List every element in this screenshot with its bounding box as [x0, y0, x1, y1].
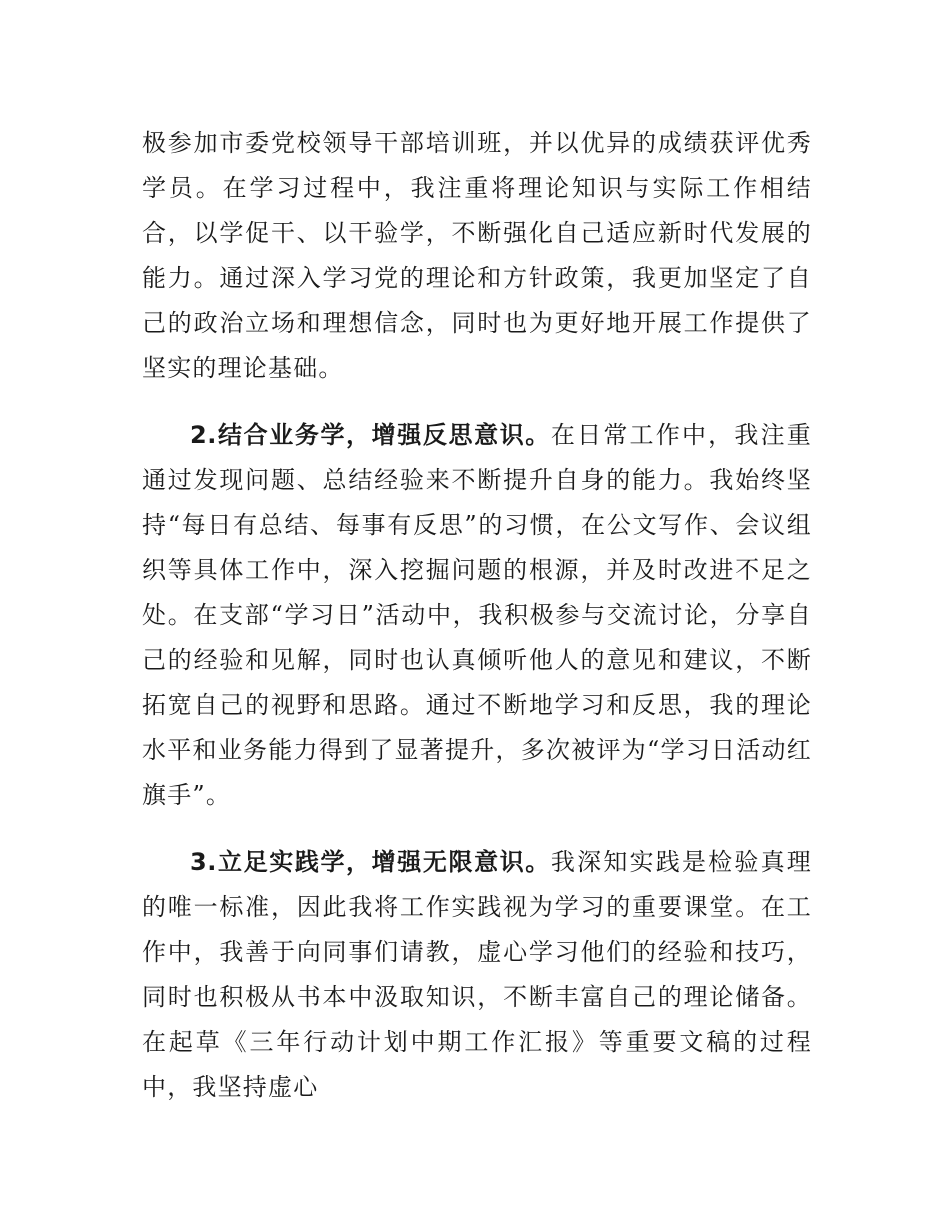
- paragraph-2: [142, 413, 812, 818]
- paragraph-continued: [142, 121, 812, 391]
- document-body: [142, 121, 812, 1110]
- section-heading-2: 2.结合业务学，增强反思意识。: [190, 421, 551, 449]
- paragraph-text: 极参加市委党校领导干部培训班，并以优异的成绩获评优秀学员。在学习过程中，我注重将理论知识与实际工作相结合，以学促干、以干验学，不断强化自己适应新时代发展的能力。通过深入学习党的理论和方针政策，我更加坚定了自己的政治立场和理想信念，同时也为更好地开展工作提供了坚实的理论基础。: [142, 129, 812, 382]
- paragraph-3: [142, 840, 812, 1110]
- paragraph-text: 在日常工作中，我注重通过发现问题、总结经验来不断提升自身的能力。我始终坚持“每日有总结、每事有反思”的习惯，在公文写作、会议组织等具体工作中，深入挖掘问题的根源，并及时改进不足之处。在支部“学习日”活动中，我积极参与交流讨论，分享自己的经验和见解，同时也认真倾听他人的意见和建议，不断拓宽自己的视野和思路。通过不断地学习和反思，我的理论水平和业务能力得到了显著提升，多次被评为“学习日活动红旗手”。: [142, 421, 812, 809]
- section-heading-3: 3.立足实践学，增强无限意识。: [190, 848, 551, 876]
- paragraph-text: 我深知实践是检验真理的唯一标准，因此我将工作实践视为学习的重要课堂。在工作中，我善于向同事们请教，虚心学习他们的经验和技巧，同时也积极从书本中汲取知识，不断丰富自己的理论储备。在起草《三年行动计划中期工作汇报》等重要文稿的过程中，我坚持虚心: [142, 848, 812, 1101]
